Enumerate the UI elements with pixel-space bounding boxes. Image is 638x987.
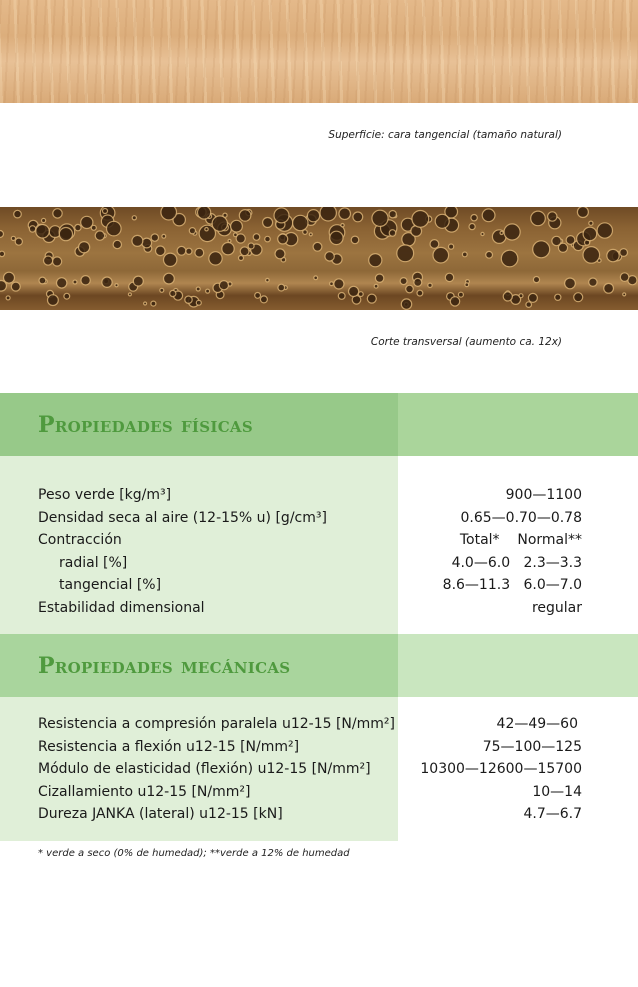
- row-label: Densidad seca al aire (12-15% u) [g/cm³]: [38, 509, 327, 526]
- row-label: Dureza JANKA (lateral) u12-15 [kN]: [38, 806, 283, 822]
- table-row: [0, 597, 638, 620]
- row-value: Total* Normal**: [459, 532, 582, 548]
- row-value: regular: [531, 599, 582, 616]
- table-row: [0, 507, 638, 530]
- row-label: Contracción: [38, 532, 122, 548]
- table-row: [0, 781, 638, 804]
- mechanical-title: Propiedades mecánicas: [38, 653, 291, 679]
- table-row: [0, 803, 638, 826]
- table-row: [0, 758, 638, 781]
- table-row: [0, 713, 638, 736]
- row-label: Resistencia a flexión u12-15 [N/mm²]: [38, 738, 300, 755]
- physical-table: [0, 456, 638, 634]
- row-label: radial [%]: [59, 554, 128, 571]
- row-value: 8.6—11.3 6.0—7.0: [442, 577, 582, 593]
- table-row: [0, 484, 638, 507]
- table-row: [0, 529, 638, 552]
- row-label: Cizallamiento u12-15 [N/mm²]: [38, 783, 251, 800]
- mechanical-header: [0, 634, 638, 697]
- mechanical-table: [0, 697, 638, 841]
- row-value: 10—14: [532, 783, 582, 800]
- physical-header: [0, 393, 638, 456]
- row-value: 75—100—125: [482, 738, 582, 755]
- table-row: [0, 552, 638, 575]
- cross-section-caption: Corte transversal (aumento ca. 12x): [370, 336, 562, 348]
- cross-section-image: [0, 207, 638, 310]
- row-label: Estabilidad dimensional: [38, 599, 205, 616]
- row-label: Módulo de elasticidad (flexión) u12-15 [N/mm²]: [38, 761, 371, 777]
- footnote: * verde a seco (0% de humedad); **verde a 12% de humedad: [38, 848, 350, 859]
- row-value: 10300—12600—15700: [420, 761, 582, 777]
- row-value: 42—49—60: [496, 716, 578, 732]
- table-row: [0, 574, 638, 597]
- row-value: 4.0—6.0 2.3—3.3: [451, 554, 582, 571]
- row-value: 0.65—0.70—0.78: [460, 509, 582, 526]
- physical-title: Propiedades físicas: [38, 412, 254, 438]
- table-row: [0, 736, 638, 759]
- wood-surface-image: [0, 0, 638, 103]
- row-value: 4.7—6.7: [523, 806, 582, 822]
- row-label: Peso verde [kg/m³]: [38, 487, 172, 503]
- surface-caption: Superficie: cara tangencial (tamaño natural): [328, 129, 562, 141]
- row-value: 900—1100: [505, 487, 582, 503]
- row-label: Resistencia a compresión paralela u12-15 [N/mm²]: [38, 716, 395, 732]
- row-label: tangencial [%]: [59, 577, 162, 593]
